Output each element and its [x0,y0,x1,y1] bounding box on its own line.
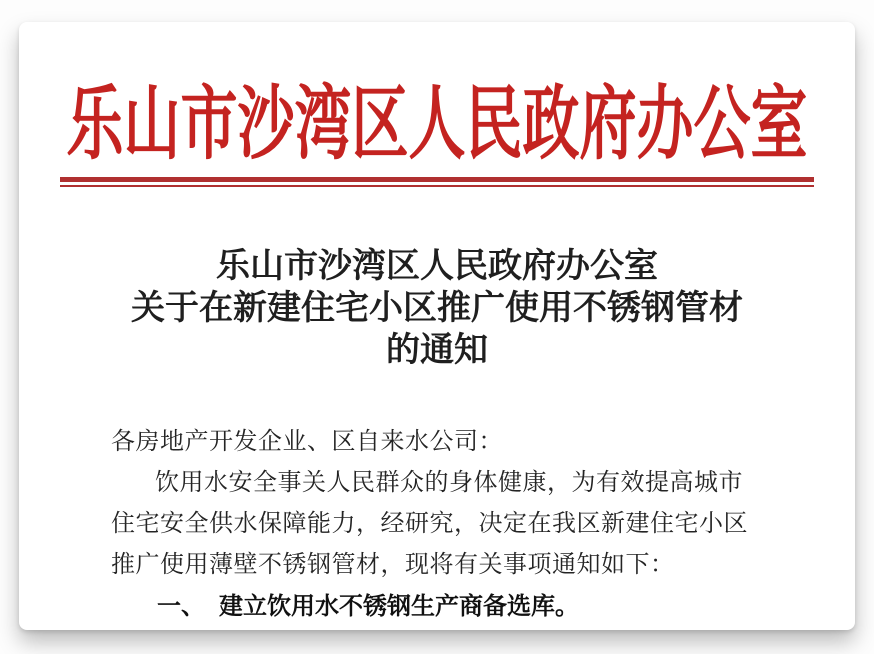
document-title-line-3: 的通知 [386,332,488,369]
paragraph-line-2: 住宅安全供水保障能力，经研究，决定在我区新建住宅小区 [111,511,748,537]
list-item-1-number: 一、 [157,593,205,620]
list-item-1-text: 建立饮用水不锈钢生产商备选库。 [219,593,579,620]
document-body [19,422,855,627]
paragraph-line-1: 饮用水安全事关人民群众的身体健康，为有效提高城市 [155,470,743,496]
paragraph-line-3: 推广使用薄壁不锈钢管材，现将有关事项通知如下： [111,552,675,578]
document-title [19,246,855,372]
document-title-line-2: 关于在新建住宅小区推广使用不锈钢管材 [131,290,743,327]
salutation: 各房地产开发企业、区自来水公司： [111,429,503,455]
document-page [19,22,855,630]
document-title-line-1: 乐山市沙湾区人民政府办公室 [216,248,658,285]
list-item-1 [111,586,785,627]
letterhead-agency-name-text: 乐山市沙湾区人民政府办公室 [66,80,808,171]
letterhead-divider-thin [60,185,814,187]
letterhead-agency-name [19,80,855,171]
